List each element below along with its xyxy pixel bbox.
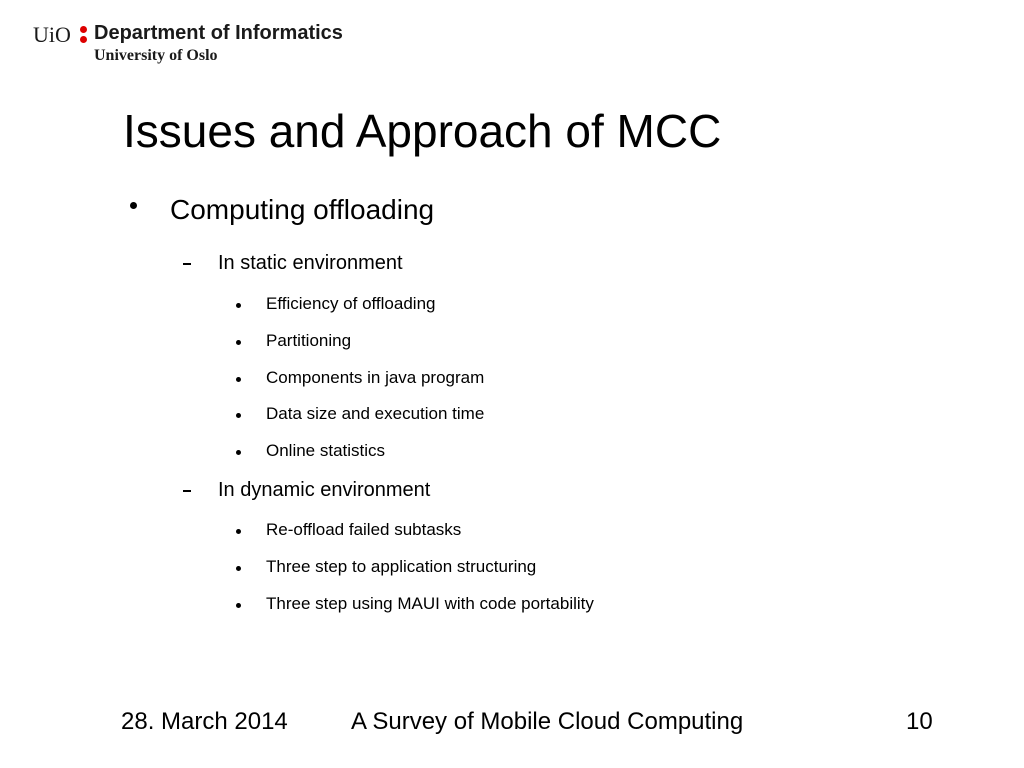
list-item-text: Online statistics [266,441,386,460]
bullet-dot-icon [236,303,241,308]
logo-colon-dot-top [80,26,87,33]
list-item [266,519,461,541]
list-item [266,593,594,615]
sub-bullet-text: In dynamic environment [218,479,431,501]
bullet-dot-icon [236,377,241,382]
slide-title: Issues and Approach of MCC [123,105,722,157]
bullet-dot-icon [130,202,137,209]
list-item [266,330,351,352]
sub-bullet-static-environment [218,250,403,276]
bullet-dot-icon [236,603,241,608]
bullet-dot-icon [236,340,241,345]
list-item-text: Three step to application structuring [266,557,537,576]
list-item-text: Re-offload failed subtasks [266,520,462,539]
bullet-computing-offloading [170,193,434,227]
bullet-text: Computing offloading [170,194,435,225]
logo-colon-icon [80,25,88,45]
list-item-text: Efficiency of offloading [266,294,436,313]
bullet-dot-icon [236,529,241,534]
list-item-text: Components in java program [266,368,485,387]
dash-icon [183,263,191,265]
list-item [266,367,484,389]
list-item-text: Data size and execution time [266,404,485,423]
logo-uio-text: UiO [33,22,71,47]
list-item [266,556,536,578]
logo-colon-dot-bottom [80,36,87,43]
page-number: 10 [906,708,933,735]
footer-title: A Survey of Mobile Cloud Computing [351,708,744,735]
list-item [266,403,484,425]
list-item-text: Three step using MAUI with code portability [266,594,594,613]
list-item-text: Partitioning [266,331,352,350]
sub-bullet-dynamic-environment [218,477,430,503]
department-name: Department of Informatics [94,22,343,44]
bullet-dot-icon [236,566,241,571]
bullet-dot-icon [236,450,241,455]
university-name: University of Oslo [94,47,218,64]
sub-bullet-text: In static environment [218,252,403,274]
bullet-dot-icon [236,413,241,418]
list-item [266,293,436,315]
dash-icon [183,490,191,492]
footer-date: 28. March 2014 [121,708,288,735]
list-item [266,440,385,462]
